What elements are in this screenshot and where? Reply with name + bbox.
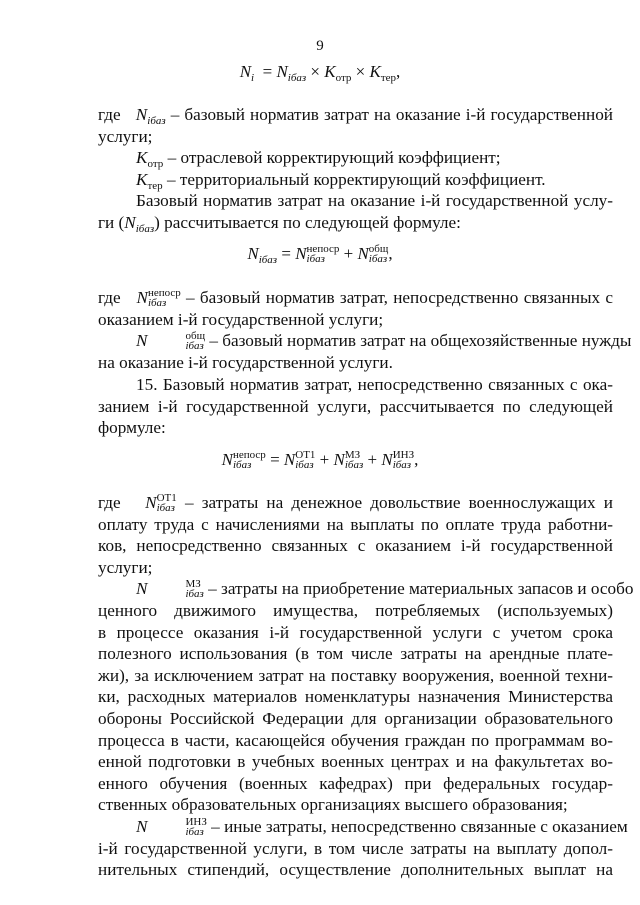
def-nibaz-line2: услуги; (98, 126, 153, 146)
def-neposr-line2: оказанием i-й государственной услуги; (98, 309, 384, 329)
def-kotr: $K_{отр}$ – отраслевой корректирующий коэффициент; (136, 148, 501, 171)
formula-nibaz: $N_{iбаз} = N$ непоср iбаз + N общ iбаз , (247, 243, 393, 266)
para1-line1: Базовый норматив затрат на оказание i-й государственной услу- (136, 191, 613, 211)
def-obsh-line1: N общ iбаз – базовый норматив затрат на общехозяйственные нужды (136, 330, 632, 353)
def-obsh-line2: на оказание i-й государственной услуги. (98, 352, 393, 372)
definitions-nibaz (98, 287, 632, 373)
def-mz-line1: N МЗ iбаз – затраты на приобретение материальных запасов и особо (136, 578, 634, 601)
def-ot1-line1: где N ОТ1 iбаз – затраты на денежное довольствие военнослужащих и (98, 492, 614, 515)
formula-ni: $N_i = N_{iбаз} \times K_{отр} \times K_{тер}$, (239, 62, 401, 84)
def-inz-line1: N ИНЗ iбаз – иные затраты, непосредственно связанные с оказанием (136, 815, 628, 838)
para-15: 15. Базовый норматив затрат, непосредственно связанных с ока- занием i-й государственной услуги, рассчитывается по следующей формуле: (98, 375, 613, 438)
definitions-ni (98, 104, 613, 234)
para1-line2: ги $(N_{iбаз})$ рассчитывается по следующей формуле: (98, 212, 461, 235)
formula-neposr: N непоср iбаз = N ОТ1 iбаз + N МЗ iбаз + N ИНЗ iбаз , (221, 449, 419, 472)
def-nibaz-line1: где $N_{iбаз}$ – базовый норматив затрат на оказание i-й государственной (98, 105, 613, 127)
def-neposr-line1: где N непоср iбаз – базовый норматив затрат, непосредственно связанных с (98, 287, 614, 310)
definitions-components: где N ОТ1 iбаз – затраты на денежное довольствие военнослужащих и оплату труда с начислениями на выплаты по оплате труда работни- ков, непосредственно связанных с оказанием i-й государственной услуги; N МЗ iбаз – затраты на приобретение материальных запасов и особо ценного движимого имущества, потребляемых (используемых) в процессе оказания i-й государственной услуги с учетом срока полезного использования (в том числе затраты на арендные плате- жи), за исключением затрат на поставку вооружения, военной техни- ки, расходных материалов номенклатуры назначения Министерства обороны Российской Федерации для организации образовательного процесса в части, касающейся обучения граждан по программам во- енной подготовки в учебных военных центрах и на факультетах во- енного обучения (военных кафедрах) при федеральных государ- ственных образовательных организациях высшего образования; N ИНЗ iбаз – иные затраты, непосредственно связанные с оказанием i-й государственной услуги, в том числе затраты на выплату допол- нительных стипендий, осуществление дополнительных выплат на (98, 492, 634, 880)
def-kter: $K_{тер}$ – территориальный корректирующий коэффициент. (136, 169, 546, 192)
page-number: 9 (316, 38, 324, 54)
